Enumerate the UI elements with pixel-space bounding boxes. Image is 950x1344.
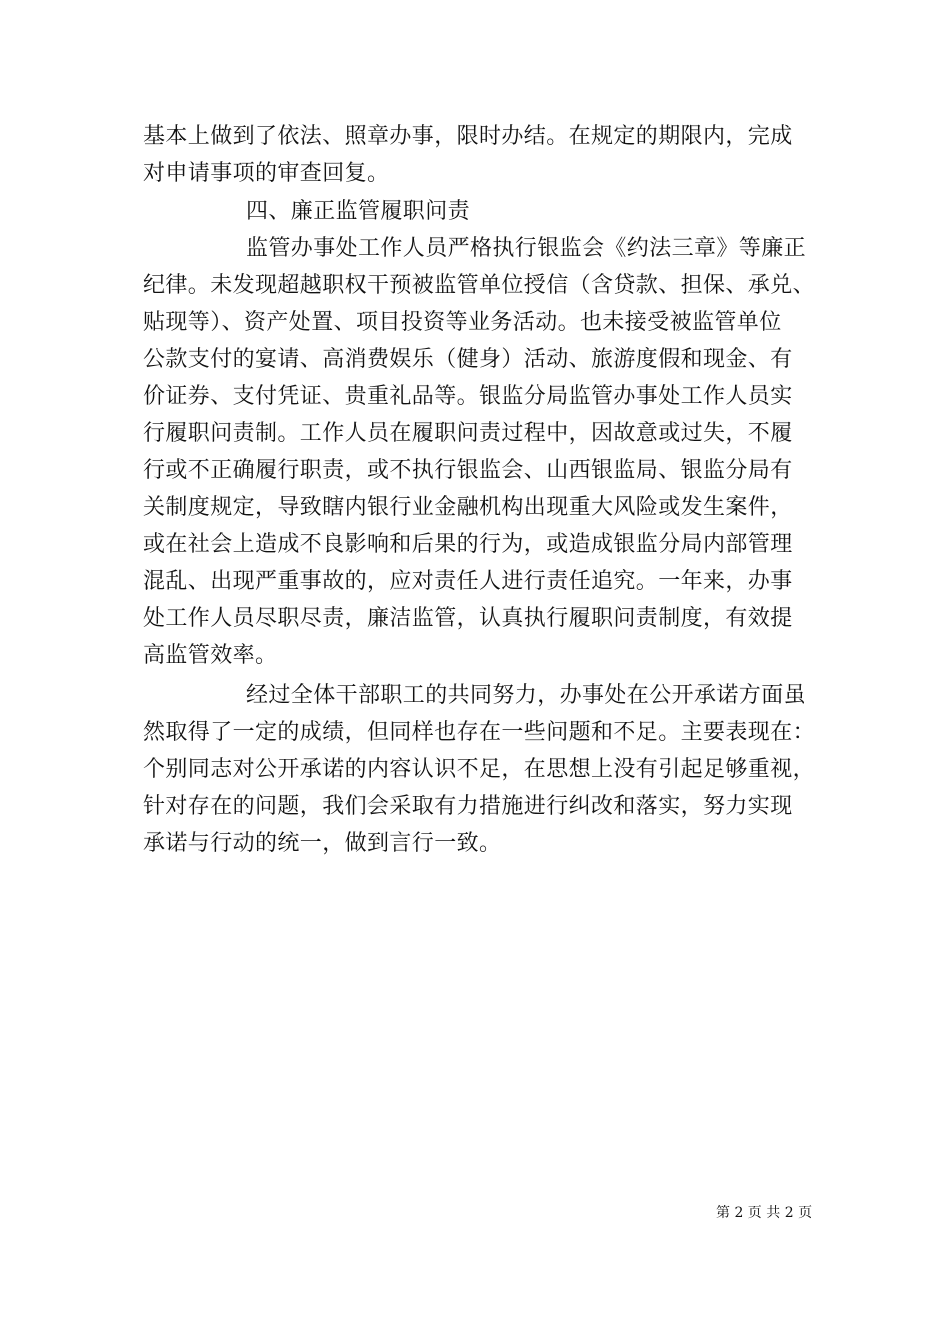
text-line: 混乱、出现严重事故的，应对责任人进行责任追究。一年来，办事 [143,569,793,594]
text-line: 贴现等）、资产处置、项目投资等业务活动。也未接受被监管单位 [143,310,782,335]
text-line: 关制度规定，导致瞎内银行业金融机构出现重大风险或发生案件， [143,495,793,520]
text-line: 承诺与行动的统一，做到言行一致。 [143,831,502,856]
text-line: 针对存在的问题，我们会采取有力措施进行纠改和落实，努力实现 [143,794,793,819]
text-line: 处工作人员尽职尽责，廉洁监管，认真执行履职问责制度，有效提 [143,606,793,631]
text-line: 个别同志对公开承诺的内容认识不足，在思想上没有引起足够重视， [143,757,816,782]
text-line: 公款支付的宴请、高消费娱乐（健身）活动、旅游度假和现金、有 [143,347,793,372]
text-line: 纪律。未发现超越职权干预被监管单位授信（含贷款、担保、承兑、 [143,273,816,298]
paragraph-first-line: 经过全体干部职工的共同努力，办事处在公开承诺方面虽 [246,683,807,708]
text-line: 行履职问责制。工作人员在履职问责过程中，因故意或过失，不履 [143,421,793,446]
paragraph-first-line: 监管办事处工作人员严格执行银监会《约法三章》等廉正 [246,236,807,261]
text-line: 价证券、支付凭证、贵重礼品等。银监分局监管办事处工作人员实 [143,384,793,409]
section-heading: 四、廉正监管履职问责 [246,199,471,224]
text-line: 或在社会上造成不良影响和后果的行为，或造成银监分局内部管理 [143,532,793,557]
text-line: 行或不正确履行职责，或不执行银监会、山西银监局、银监分局有 [143,458,793,483]
text-line: 然取得了一定的成绩，但同样也存在一些问题和不足。主要表现在： [143,720,816,745]
text-line: 对申请事项的审查回复。 [143,161,390,186]
page-number-footer: 第 2 页 共 2 页 [716,1205,813,1221]
text-line: 基本上做到了依法、照章办事，限时办结。在规定的期限内，完成 [143,124,793,149]
text-line: 高监管效率。 [143,643,278,668]
